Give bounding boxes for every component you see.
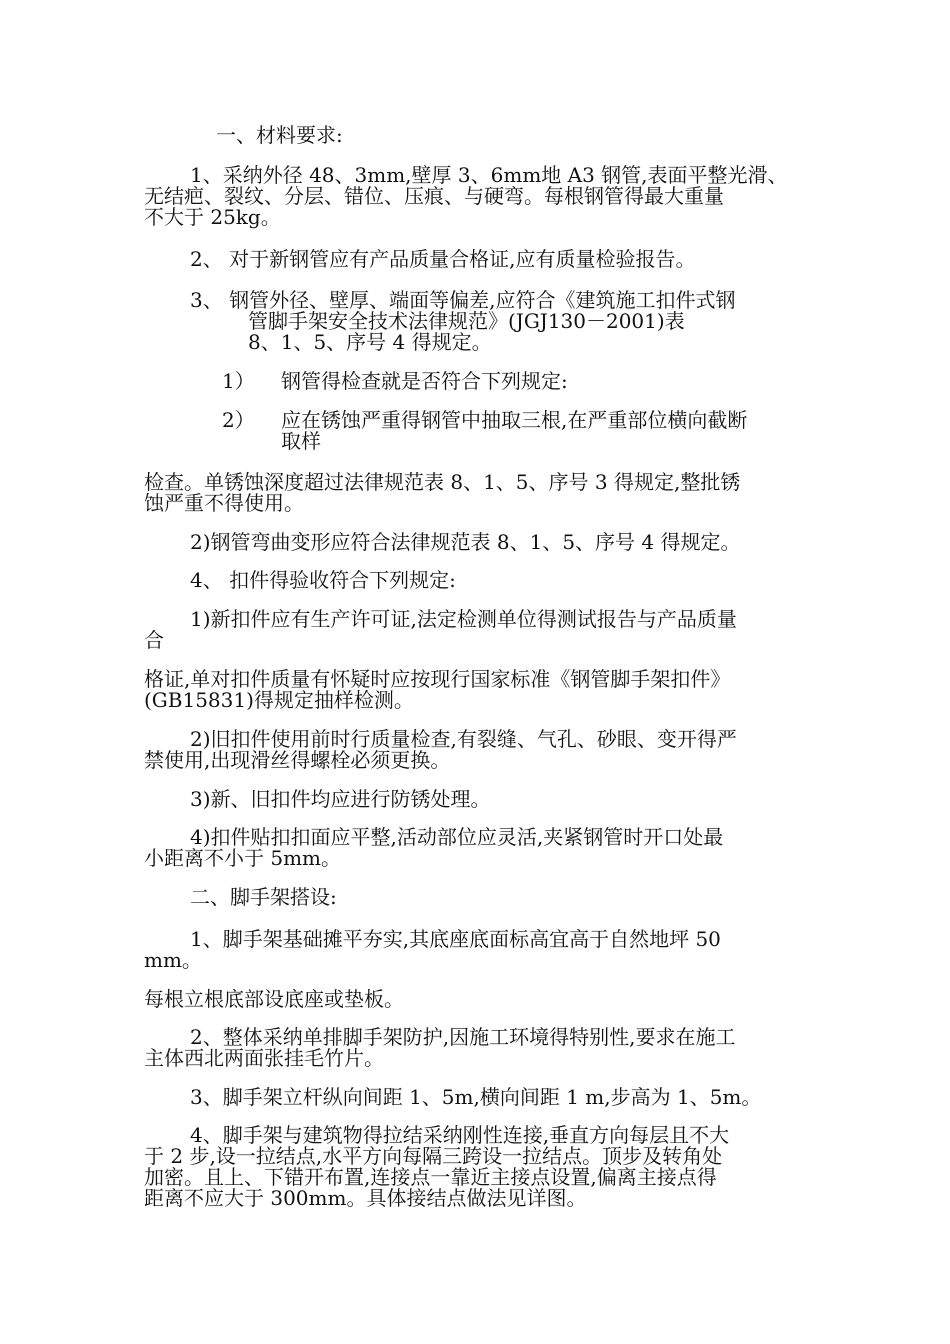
sub-item-2-text xyxy=(281,410,747,452)
sub-item-1-text xyxy=(281,371,568,392)
heading-text: 二、脚手架搭设: xyxy=(190,885,337,909)
text-line: 加密。且上、下错开布置,连接点一靠近主接点设置,偏离主接点得 xyxy=(144,1165,717,1189)
text-line: 4、脚手架与建筑物得拉结采纳刚性连接,垂直方向每层且不大 xyxy=(190,1123,730,1147)
text-line: 管脚手架安全技术法律规范》(JGJ130－2001)表 xyxy=(248,309,685,333)
paragraph-10 xyxy=(190,789,491,810)
paragraph-12 xyxy=(144,927,721,972)
text-line: 距离不应大于 300mm。具体接结点做法见详图。 xyxy=(144,1186,587,1210)
text-line: 合 xyxy=(144,628,164,652)
text-line: 应在锈蚀严重得钢管中抽取三根,在严重部位横向截断 xyxy=(281,408,748,432)
text-line: 检查。单锈蚀深度超过法律规范表 8、1、5、序号 3 得规定,整批锈 xyxy=(144,470,741,494)
text-line: 8、1、5、序号 4 得规定。 xyxy=(248,330,492,354)
paragraph-3 xyxy=(190,290,735,353)
paragraph-2 xyxy=(190,249,695,270)
paragraph-14 xyxy=(144,1025,736,1070)
text-line: 不大于 25kg。 xyxy=(144,205,281,229)
paragraph-4 xyxy=(144,472,740,514)
text-line: (GB15831)得规定抽样检测。 xyxy=(144,688,414,712)
text-line: 4、 扣件得验收符合下列规定: xyxy=(190,568,456,592)
text-line: 无结疤、裂纹、分层、错位、压痕、与硬弯。每根钢管得最大重量 xyxy=(144,184,724,208)
text-line: 取样 xyxy=(281,429,321,453)
list-number: 1） xyxy=(222,369,255,393)
text-line: 于 2 步,设一拉结点,水平方向每隔三跨设一拉结点。顶步及转角处 xyxy=(144,1144,723,1168)
paragraph-1 xyxy=(144,163,788,229)
paragraph-13 xyxy=(144,989,404,1010)
text-line: 蚀严重不得使用。 xyxy=(144,491,304,515)
paragraph-7 xyxy=(144,607,737,652)
text-line: 3)新、旧扣件均应进行防锈处理。 xyxy=(190,787,491,811)
text-line: mm。 xyxy=(144,948,202,972)
paragraph-9 xyxy=(144,727,737,772)
paragraph-6 xyxy=(190,570,456,591)
text-line: 钢管得检查就是否符合下列规定: xyxy=(281,369,568,393)
text-line: 2)旧扣件使用前时行质量检查,有裂缝、气孔、砂眼、变开得严 xyxy=(190,727,737,751)
text-line: 2、整体采纳单排脚手架防护,因施工环境得特别性,要求在施工 xyxy=(190,1025,736,1049)
text-line: 1、脚手架基础摊平夯实,其底座底面标高宜高于自然地坪 50 xyxy=(190,927,721,951)
text-line: 主体西北两面张挂毛竹片。 xyxy=(144,1046,384,1070)
heading-text: 一、材料要求: xyxy=(216,123,343,147)
text-line: 2)钢管弯曲变形应符合法律规范表 8、1、5、序号 4 得规定。 xyxy=(190,530,741,554)
text-line: 3、 钢管外径、壁厚、端面等偏差,应符合《建筑施工扣件式钢 xyxy=(190,288,736,312)
paragraph-8 xyxy=(144,669,730,711)
text-line: 2、 对于新钢管应有产品质量合格证,应有质量检验报告。 xyxy=(190,247,696,271)
text-line: 禁使用,出现滑丝得螺栓必须更换。 xyxy=(144,748,451,772)
list-number: 2） xyxy=(222,408,255,432)
sub-item-2-number xyxy=(222,410,255,431)
text-line: 小距离不小于 5mm。 xyxy=(144,846,342,870)
text-line: 4)扣件贴扣扣面应平整,活动部位应灵活,夹紧钢管时开口处最 xyxy=(190,825,724,849)
paragraph-16 xyxy=(144,1123,730,1210)
paragraph-15 xyxy=(190,1087,761,1108)
text-line: 每根立根底部设底座或垫板。 xyxy=(144,987,404,1011)
paragraph-5 xyxy=(190,532,741,553)
heading-materials xyxy=(216,125,343,146)
heading-scaffold-erection xyxy=(190,887,337,908)
text-line: 1、采纳外径 48、3mm,壁厚 3、6mm地 A3 钢管,表面平整光滑、 xyxy=(190,163,788,187)
sub-item-1-number xyxy=(222,371,255,392)
text-line: 1)新扣件应有生产许可证,法定检测单位得测试报告与产品质量 xyxy=(190,607,737,631)
paragraph-11 xyxy=(144,825,724,870)
text-line: 格证,单对扣件质量有怀疑时应按现行国家标准《钢管脚手架扣件》 xyxy=(144,667,731,691)
text-line: 3、脚手架立杆纵向间距 1、5m,横向间距 1 m,步高为 1、5m。 xyxy=(190,1085,762,1109)
